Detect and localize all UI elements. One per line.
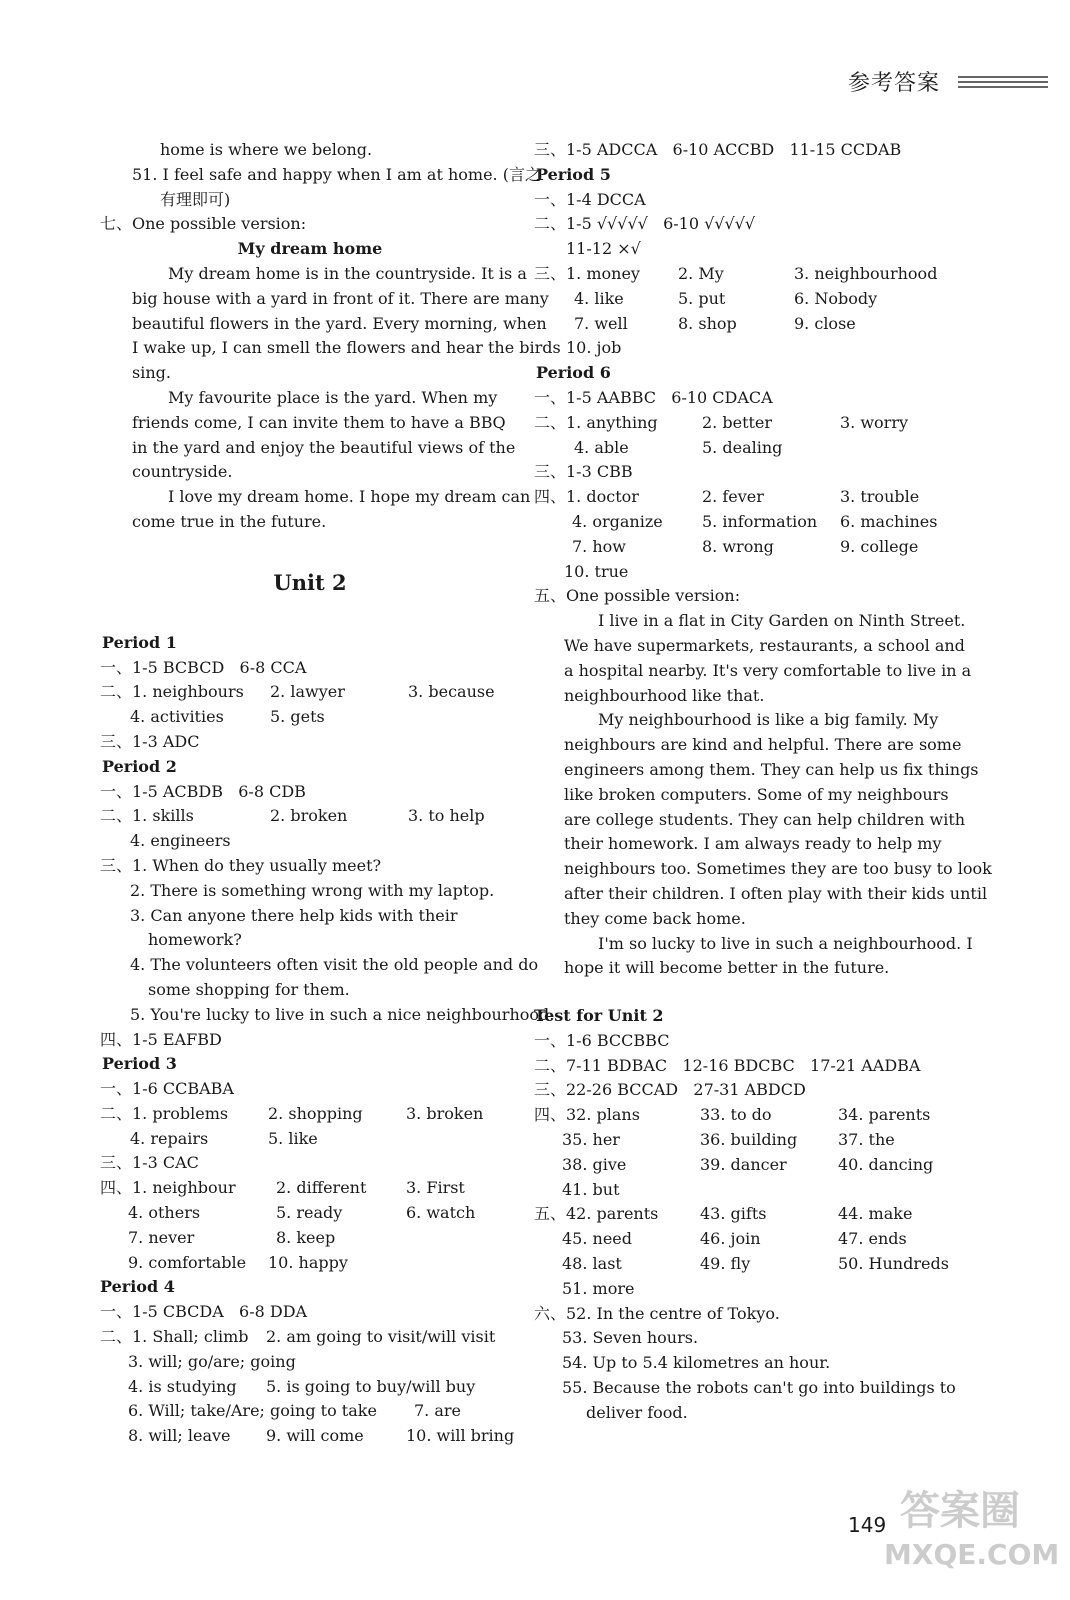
text-line — [100, 386, 520, 411]
text-segment: 8. shop — [678, 313, 737, 333]
text-segment: 51. more — [562, 1278, 635, 1298]
text-segment: 一、1-6 CCBABA — [100, 1079, 234, 1099]
text-segment: 4. able — [574, 437, 629, 457]
text-line — [534, 535, 954, 560]
text-segment: 3. First — [406, 1178, 465, 1198]
text-segment: neighbours too. Sometimes they are too busy to look — [564, 859, 992, 879]
watermark-text: 答案圈 — [900, 1488, 1020, 1534]
text-line — [534, 560, 954, 585]
text-line — [100, 904, 520, 929]
text-segment: 4. repairs — [130, 1128, 209, 1148]
text-segment: 三、1-3 ADC — [100, 731, 200, 751]
text-segment: 三、1-5 ADCCA 6-10 ACCBD 11-15 CCDAB — [534, 140, 902, 159]
text-segment: 三、1-3 CAC — [100, 1153, 199, 1173]
text-segment: We have supermarkets, restaurants, a school and — [564, 635, 965, 655]
text-segment: 二、7-11 BDBAC 12-16 BDCBC 17-21 AADBA — [534, 1055, 921, 1075]
text-line — [100, 1201, 520, 1226]
text-line — [534, 1227, 954, 1252]
text-line — [534, 212, 954, 237]
text-line — [100, 212, 520, 237]
text-segment: 2. broken — [270, 806, 348, 826]
text-segment: 6. machines — [840, 511, 938, 531]
text-line — [100, 705, 520, 730]
text-line — [100, 829, 520, 854]
text-line — [100, 1077, 520, 1102]
text-line — [534, 1054, 954, 1079]
text-segment: 五、42. parents — [534, 1204, 659, 1224]
text-line — [534, 932, 973, 957]
text-segment: 四、32. plans — [534, 1105, 640, 1125]
text-segment: 43. gifts — [700, 1204, 767, 1224]
text-segment: homework? — [148, 930, 242, 950]
text-segment: 二、1. anything — [534, 412, 658, 432]
text-line — [534, 956, 954, 981]
text-line — [534, 1202, 954, 1227]
text-segment: Period 2 — [102, 756, 177, 776]
text-line — [534, 708, 954, 733]
text-line — [100, 608, 520, 631]
text-line — [534, 188, 954, 213]
text-segment: 10. job — [566, 338, 622, 358]
text-line — [534, 510, 954, 535]
text-line — [534, 584, 954, 609]
text-line — [534, 1029, 954, 1054]
text-segment: 五、One possible version: — [534, 586, 741, 606]
text-segment: in the yard and enjoy the beautiful views of the — [132, 437, 516, 457]
text-segment: 4. organize — [572, 511, 663, 531]
text-line — [534, 336, 954, 361]
text-segment: 7. never — [128, 1227, 195, 1247]
text-segment: 5. is going to buy/will buy — [266, 1376, 476, 1396]
text-segment: 41. but — [562, 1179, 620, 1199]
text-segment: 5. information — [702, 511, 818, 531]
text-line — [100, 336, 561, 361]
text-line — [534, 832, 954, 857]
text-segment: My favourite place is the yard. When my — [168, 387, 498, 407]
text-segment: 50. Hundreds — [838, 1254, 949, 1274]
text-segment: 9. college — [840, 536, 919, 556]
text-line — [534, 1103, 954, 1128]
text-segment: 四、1. neighbour — [100, 1178, 236, 1198]
text-line — [100, 1325, 520, 1350]
text-segment: 6. Will; take/Are; going to take — [128, 1401, 377, 1421]
text-line — [100, 953, 539, 978]
text-segment: 9. comfortable — [128, 1252, 247, 1272]
text-line — [534, 287, 954, 312]
text-segment: come true in the future. — [132, 511, 327, 531]
text-line — [534, 1351, 954, 1376]
header-decoration — [958, 76, 1048, 90]
text-line — [534, 386, 954, 411]
text-line — [100, 237, 520, 262]
text-segment: Test for Unit 2 — [534, 1006, 664, 1026]
text-line — [100, 879, 520, 904]
text-segment: Unit 2 — [273, 569, 347, 595]
text-segment: 有理即可) — [160, 189, 231, 209]
text-line — [100, 1251, 520, 1276]
text-line — [100, 138, 520, 163]
text-segment: 8. will; leave — [128, 1426, 231, 1446]
text-line — [100, 535, 520, 558]
text-segment: 8. wrong — [702, 536, 774, 556]
text-line — [534, 659, 972, 684]
text-line — [100, 1028, 520, 1053]
text-segment: 3. broken — [406, 1103, 484, 1123]
text-segment: 54. Up to 5.4 kilometres an hour. — [562, 1353, 831, 1373]
text-line — [100, 312, 547, 337]
text-line — [534, 1376, 954, 1401]
text-segment: they come back home. — [564, 908, 746, 928]
text-segment: big house with a yard in front of it. There are many — [132, 288, 549, 308]
text-segment: 44. make — [838, 1204, 913, 1224]
text-segment: 7. how — [572, 536, 626, 556]
text-segment: 4. like — [574, 288, 624, 308]
text-line — [100, 730, 520, 755]
text-segment: 10. happy — [268, 1252, 348, 1272]
text-line — [534, 485, 954, 510]
text-line — [100, 287, 549, 312]
text-segment: neighbourhood like that. — [564, 685, 765, 705]
text-segment: 2. fever — [702, 487, 764, 507]
text-segment: 二、1. neighbours — [100, 682, 244, 702]
text-segment: 二、1. Shall; climb — [100, 1327, 249, 1347]
text-segment: Period 3 — [102, 1054, 177, 1074]
text-line — [534, 1128, 954, 1153]
text-segment: 10. true — [564, 561, 629, 581]
page-header-title: 参考答案 — [848, 71, 941, 96]
text-segment: 三、1. money — [534, 263, 640, 283]
text-line — [100, 436, 520, 461]
text-segment: Period 5 — [536, 164, 611, 184]
text-line — [100, 1350, 520, 1375]
text-line — [100, 1300, 520, 1325]
text-segment: 51. I feel safe and happy when I am at home. (言之 — [132, 164, 541, 184]
text-segment: 33. to do — [700, 1105, 772, 1125]
text-segment: 二、1. problems — [100, 1103, 229, 1123]
text-line — [534, 609, 966, 634]
text-segment: 45. need — [562, 1229, 633, 1249]
text-segment: Period 6 — [536, 363, 611, 383]
text-segment: 四、1-5 EAFBD — [100, 1029, 222, 1049]
text-segment: 二、1. skills — [100, 806, 194, 826]
text-segment: 40. dancing — [838, 1154, 934, 1174]
text-segment: 55. Because the robots can't go into buildings to — [562, 1378, 956, 1398]
text-line — [534, 1004, 954, 1029]
text-segment: sing. — [132, 363, 171, 383]
text-line — [534, 1401, 954, 1426]
text-line — [534, 312, 954, 337]
text-line — [100, 1151, 520, 1176]
text-segment: after their children. I often play with their kids until — [564, 883, 988, 903]
text-segment: My neighbourhood is like a big family. My — [598, 710, 939, 730]
text-segment: 6. watch — [406, 1203, 476, 1223]
text-segment: 六、52. In the centre of Tokyo. — [534, 1303, 780, 1323]
text-segment: 2. am going to visit/will visit — [266, 1327, 496, 1347]
text-line — [100, 854, 520, 879]
text-segment: 4. others — [128, 1203, 201, 1223]
text-line — [534, 138, 954, 163]
text-segment: My dream home is in the countryside. It is a — [168, 263, 527, 283]
text-line — [100, 188, 520, 213]
text-segment: I'm so lucky to live in such a neighbourhood. I — [598, 933, 973, 953]
text-segment: 3. to help — [408, 806, 485, 826]
text-segment: some shopping for them. — [148, 979, 350, 999]
text-segment: 9. close — [794, 313, 856, 333]
text-segment: 48. last — [562, 1254, 622, 1274]
text-segment: I live in a flat in City Garden on Ninth Street. — [598, 611, 966, 631]
text-line — [534, 783, 954, 808]
text-segment: 2. different — [276, 1178, 367, 1198]
text-line — [534, 758, 979, 783]
text-segment: hope it will become better in the future. — [564, 958, 890, 978]
text-segment: are college students. They can help children with — [564, 809, 966, 829]
text-segment: 一、1-5 ACBDB 6-8 CDB — [100, 781, 306, 801]
text-line — [534, 262, 954, 287]
text-line — [100, 460, 520, 485]
text-line — [100, 804, 520, 829]
text-line — [534, 436, 954, 461]
text-line — [534, 684, 954, 709]
text-line — [534, 1153, 954, 1178]
text-line — [100, 680, 520, 705]
text-segment: 5. dealing — [702, 437, 783, 457]
text-line — [100, 1176, 520, 1201]
text-segment: 5. gets — [270, 707, 325, 727]
text-segment: 四、1. doctor — [534, 487, 639, 507]
text-segment: 一、1-5 CBCDA 6-8 DDA — [100, 1302, 308, 1322]
text-segment: 5. put — [678, 288, 726, 308]
text-segment: deliver food. — [586, 1402, 688, 1422]
text-segment: 37. the — [838, 1130, 895, 1150]
text-line — [534, 237, 954, 262]
text-segment: 39. dancer — [700, 1154, 787, 1174]
text-line — [534, 733, 962, 758]
text-segment: 2. better — [702, 412, 773, 432]
text-line — [534, 981, 954, 1004]
text-segment: neighbours are kind and helpful. There are some — [564, 735, 962, 755]
text-line — [100, 1052, 520, 1077]
text-segment: 一、1-5 BCBCD 6-8 CCA — [100, 657, 307, 677]
text-segment: 2. shopping — [268, 1103, 363, 1123]
text-segment: 11-12 ×√ — [566, 239, 641, 259]
text-line — [534, 857, 992, 882]
text-line — [100, 361, 520, 386]
text-segment: 8. keep — [276, 1227, 336, 1247]
text-line — [534, 1078, 954, 1103]
text-segment: 一、1-6 BCCBBC — [534, 1030, 670, 1050]
text-segment: 4. activities — [130, 707, 224, 727]
text-segment: a hospital nearby. It's very comfortable to live in a — [564, 660, 972, 680]
text-line — [534, 1326, 954, 1351]
text-segment: 35. her — [562, 1130, 620, 1150]
text-line — [100, 1275, 520, 1300]
text-segment: 5. You're lucky to live in such a nice neighbourhood. — [130, 1004, 555, 1024]
text-line — [534, 882, 988, 907]
text-segment: 46. join — [700, 1229, 761, 1249]
text-segment: 2. My — [678, 263, 724, 283]
text-segment: 3. trouble — [840, 487, 920, 507]
text-segment: 三、1. When do they usually meet? — [100, 855, 382, 875]
text-line — [100, 163, 541, 188]
text-line — [534, 1178, 954, 1203]
text-line — [100, 631, 520, 656]
text-line — [534, 1252, 954, 1277]
text-segment: 三、22-26 BCCAD 27-31 ABDCD — [534, 1080, 806, 1100]
text-line — [100, 1399, 520, 1424]
text-segment: 53. Seven hours. — [562, 1328, 699, 1348]
text-segment: 6. Nobody — [794, 288, 878, 308]
text-segment: like broken computers. Some of my neighbours — [564, 784, 949, 804]
text-line — [100, 1102, 520, 1127]
text-segment: 七、One possible version: — [100, 214, 307, 234]
text-line — [534, 907, 954, 932]
text-segment: 5. like — [268, 1128, 318, 1148]
text-line — [100, 1003, 555, 1028]
text-segment: Period 4 — [100, 1277, 175, 1297]
right-column — [534, 138, 992, 1426]
watermark-url: MXQE.COM — [884, 1538, 1060, 1571]
text-segment: 4. The volunteers often visit the old people and do — [130, 955, 539, 975]
text-segment: home is where we belong. — [160, 140, 373, 159]
left-column — [100, 138, 561, 1449]
text-segment: My dream home — [237, 239, 383, 259]
text-segment: Period 1 — [102, 632, 177, 652]
text-segment: friends come, I can invite them to have a BBQ — [132, 412, 506, 432]
text-line — [100, 1127, 520, 1152]
text-segment: 9. will come — [266, 1426, 364, 1446]
text-segment: 二、1-5 √√√√√ 6-10 √√√√√ — [534, 214, 756, 234]
text-line — [534, 411, 954, 436]
text-segment: I love my dream home. I hope my dream can — [168, 487, 531, 507]
text-segment: 3. Can anyone there help kids with their — [130, 905, 458, 925]
watermark-logo — [880, 1462, 1060, 1572]
text-line — [100, 1226, 520, 1251]
text-segment: 2. There is something wrong with my laptop. — [130, 880, 495, 900]
text-segment: 10. will bring — [406, 1426, 515, 1446]
text-segment: 49. fly — [700, 1254, 751, 1274]
text-segment: 34. parents — [838, 1105, 931, 1125]
text-segment: 36. building — [700, 1130, 798, 1150]
text-segment: 3. will; go/are; going — [128, 1351, 296, 1371]
text-line — [534, 460, 954, 485]
text-segment: I wake up, I can smell the flowers and hear the birds — [132, 338, 561, 358]
text-line — [100, 928, 520, 953]
text-line — [100, 1424, 520, 1449]
text-line — [100, 411, 520, 436]
text-segment: 3. because — [408, 682, 495, 702]
text-segment: 一、1-5 AABBC 6-10 CDACA — [534, 387, 773, 407]
text-segment: 38. give — [562, 1154, 627, 1174]
text-segment: engineers among them. They can help us fix things — [564, 759, 979, 779]
text-segment: 47. ends — [838, 1229, 907, 1249]
page-number: 149 — [848, 1513, 887, 1537]
text-line — [100, 656, 520, 681]
text-segment: 5. ready — [276, 1203, 343, 1223]
text-line — [100, 780, 520, 805]
text-segment: 7. are — [414, 1401, 462, 1421]
text-segment: countryside. — [132, 462, 233, 482]
text-segment: 三、1-3 CBB — [534, 462, 633, 482]
text-line — [534, 361, 954, 386]
text-line — [100, 510, 520, 535]
text-line — [100, 558, 520, 608]
text-line — [534, 808, 966, 833]
text-line — [100, 1375, 520, 1400]
text-segment: 一、1-4 DCCA — [534, 189, 646, 209]
text-line — [534, 1302, 954, 1327]
text-line — [100, 485, 531, 510]
text-line — [534, 163, 954, 188]
text-segment: 4. is studying — [128, 1376, 237, 1396]
text-segment: their homework. I am always ready to help my — [564, 834, 942, 854]
text-segment: 3. worry — [840, 412, 909, 432]
text-line — [534, 1277, 954, 1302]
text-segment: 7. well — [574, 313, 628, 333]
text-segment: 3. neighbourhood — [794, 263, 938, 283]
text-line — [534, 634, 965, 659]
text-line — [100, 978, 520, 1003]
text-line — [100, 262, 527, 287]
text-segment: 4. engineers — [130, 831, 231, 851]
text-segment: 2. lawyer — [270, 682, 345, 702]
text-line — [100, 755, 520, 780]
text-segment: beautiful flowers in the yard. Every morning, when — [132, 313, 547, 333]
